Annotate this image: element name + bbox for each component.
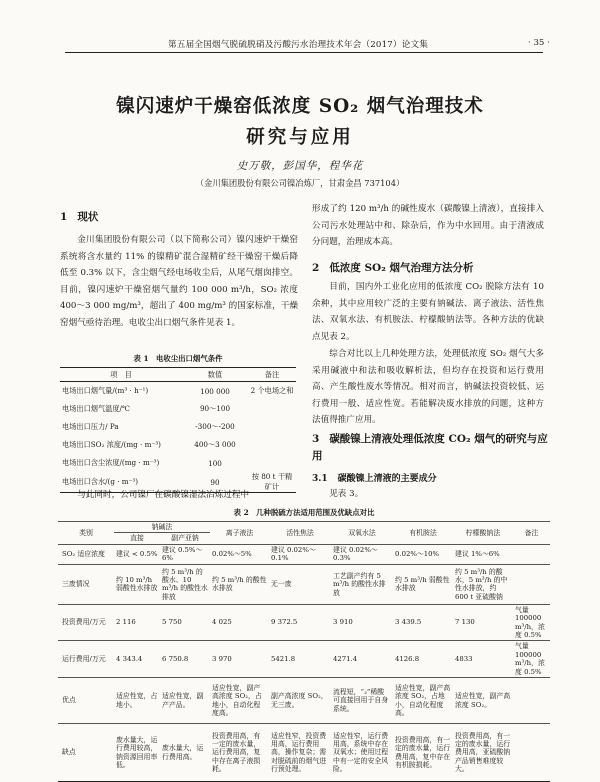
affiliation: （金川集团股份有限公司镍冶炼厂，甘肃金昌 737104） [195, 178, 405, 188]
table-cell: 6 750.8 [160, 641, 210, 678]
table-cell: 3 970 [210, 641, 269, 678]
table-cell: 适应性宽，副产高浓度 SO₂。 [453, 678, 513, 724]
table-cell: 4 025 [210, 604, 269, 641]
table-cell: 400～3 000 [194, 440, 236, 449]
table-2-header: 类别 [58, 522, 114, 545]
table-cell: 废水量大，运行费用高。 [160, 724, 210, 782]
table-cell: 按 80 t 干精矿计 [251, 472, 293, 491]
table-2-header: 活性焦法 [269, 522, 331, 545]
table-row [58, 678, 550, 724]
table-row [58, 724, 550, 782]
table-2-header: 离子液法 [210, 522, 269, 545]
table-cell: 建议 < 0.5% [114, 544, 160, 564]
section-1-heading [60, 209, 98, 224]
section-2-heading [312, 260, 473, 275]
table-1-header: 项 目 [60, 368, 182, 382]
table-row [58, 641, 550, 678]
table-cell [248, 454, 296, 472]
table-cell: 建议 0.02%～0.1% [269, 544, 331, 564]
row-label: 投资费用/万元 [58, 604, 114, 641]
table-2-caption: 表 2 几种脱硫方法适用范围及优缺点对比 [233, 508, 375, 517]
table-row [60, 400, 296, 418]
table-row [60, 382, 296, 401]
table-cell: 90～100 [199, 404, 231, 413]
table-cell: 适应性窄，运行费用高，系统中存在双氧水；使用过程中有一定的安全风险。 [331, 724, 393, 782]
running-header [0, 36, 600, 52]
table-cell: 0.02%～5% [210, 544, 269, 564]
table-cell: 适应性宽，占地小。 [114, 678, 160, 724]
table-cell: 90 [210, 477, 220, 487]
table-cell: 4 343.4 [114, 641, 160, 678]
table-cell: 电场出口压力/ Pa [62, 422, 119, 431]
table-1-caption: 表 1 电收尘出口烟气条件 [133, 354, 223, 363]
table-cell: 0.02%～10% [393, 544, 453, 564]
table-cell: 建议 0.02%～0.3% [331, 544, 393, 564]
table-2-header: 双氧水法 [331, 522, 393, 545]
table-1 [60, 367, 296, 493]
section-2-title: 低浓度 SO₂ 烟气治理方法分析 [329, 262, 474, 274]
header-rule [65, 52, 543, 53]
table-cell: 3 439.5 [393, 604, 453, 641]
table-cell: 2 116 [114, 604, 160, 641]
table-cell: 投资费用高，有一定的废水量，运行费用高，复中存在离子液损耗。 [210, 724, 269, 782]
table-cell: 电场出口SO₂ 浓度/(mg · m⁻³) [62, 440, 161, 449]
table-2 [58, 521, 550, 782]
table-cell: 投资费用高，有一定的废水量，运行费用高，亚硫酸钠产品销售难度较大。 [453, 724, 513, 782]
page-number: · 35 · [528, 38, 550, 48]
subsection-3-1-title: 碳酸镍上清液的主要成分 [337, 474, 437, 484]
table-2-header-row [58, 522, 550, 533]
table-cell: 电场出口烟气量/(m³ · h⁻¹) [62, 386, 149, 395]
table-cell [513, 724, 550, 782]
table-cell: 4126.8 [393, 641, 453, 678]
table-row [58, 604, 550, 641]
section-2-paragraph-1: 目前，国内外工业化应用的低浓度 CO₂ 脱除方法有 10 余种，其中应用较广泛的主要有钠碱法、离子液法、活性焦法、双氧水法、有机胺法、柠檬酸钠法等。各种方法的优缺点见表 2。 [312, 282, 544, 342]
table-1-header: 备注 [248, 368, 296, 382]
section-1-number: 1 [60, 211, 68, 223]
table-2-header: 柠檬酸钠法 [453, 522, 513, 545]
subsection-3-1-number: 3.1 [312, 474, 328, 484]
row-label: SO₂ 适应浓度 [58, 544, 114, 564]
row-label: 缺点 [58, 724, 114, 782]
table-1-header: 数值 [182, 368, 248, 382]
table-cell: 100 000 [200, 386, 230, 396]
table-cell: 5421.8 [269, 641, 331, 678]
table-1-header-row [60, 368, 296, 382]
table-cell: 适应性窄，投资费用高，运行费用高，操作复杂；需对脱硫前的烟气进行预处理。 [269, 724, 331, 782]
paper-title-line2: 研究与应用 [246, 127, 354, 148]
row-label: 优点 [58, 678, 114, 724]
conference-name: 第五届全国烟气脱硫脱硝及污酸污水治理技术年会（2017）论文集 [168, 40, 429, 50]
table-2-header: 有机胺法 [393, 522, 453, 545]
table-row [60, 418, 296, 436]
section-1-title: 现状 [77, 211, 99, 223]
table-row [60, 436, 296, 454]
table-cell: 副产高浓度 SO₂，无三废。 [269, 678, 331, 724]
table-cell: 100 [208, 458, 222, 468]
table-cell: 气量 100000 m³/h，浓度 0.5% [513, 641, 550, 678]
section-3-title: 碳酸镍上清液处理低浓度 CO₂ 烟气的研究与应用 [312, 433, 548, 462]
table-cell: 建议 0.5%～6% [160, 544, 210, 564]
table-cell: 废水量大，运行费用较高，钠资源回用率低。 [114, 724, 160, 782]
table-2-header: 钠碱法 [114, 522, 210, 533]
table-cell: 无一废 [269, 564, 331, 604]
section-2-number: 2 [312, 262, 320, 274]
table-cell: 5 750 [160, 604, 210, 641]
table-cell: 约 5 m³/h 的酸水，5 m³/h 的中性水排放，约 600 t 亚硫酸钠 [453, 564, 513, 604]
table-cell [513, 544, 550, 564]
table-cell: 气量 100000 m³/h，浓度 0.5% [513, 604, 550, 641]
row-label: 三废情况 [58, 564, 114, 604]
table-cell [513, 678, 550, 724]
table-cell: 电场出口含尘浓度/(mg · m⁻³) [62, 458, 160, 467]
table-cell: 约 10 m³/h 弱酸性水排放 [114, 564, 160, 604]
section-3-number: 3 [312, 433, 320, 445]
table-2-subheader: 直接 [114, 533, 160, 544]
table-cell: 约 5 m³/h 的酸水、10 m³/h 的酸性水排放 [160, 564, 210, 604]
table-cell: 约 5 m³/h 弱酸性水排放 [393, 564, 453, 604]
table-cell: -300～-200 [195, 422, 235, 431]
table-cell: 电场出口烟气温度/℃ [62, 404, 130, 413]
section-3-heading [312, 431, 548, 465]
table-cell: 建议 1%～6% [453, 544, 513, 564]
paper-title-line1: 镍闪速炉干燥窑低浓度 SO₂ 烟气治理技术 [116, 96, 484, 117]
table-cell [248, 418, 296, 436]
table-cell: 电场出口含水/(g · m⁻³) [62, 477, 139, 486]
subsection-3-1-heading [312, 471, 437, 484]
table-cell: 适应性宽，副产产品。 [160, 678, 210, 724]
table-row [58, 544, 550, 564]
row-label: 运行费用/万元 [58, 641, 114, 678]
table-cell: 3 910 [331, 604, 393, 641]
table-cell: 7 130 [453, 604, 513, 641]
table-2-header: 备注 [513, 522, 550, 545]
left-bottom-paragraph: 与此同时，公司镍厂在碳酸镍湿法冶炼过程中 [77, 490, 250, 500]
table-cell: 投资费用高，有一定的废水量，运行费用高，复中存在有机胺损耗。 [393, 724, 453, 782]
right-top-paragraph: 形成了约 120 m³/h 的碱性废水（碳酸镍上清液），直接排入公司污水处理站中和、除杂后，作为中水回用。由于清液成分问题，治理成本高。 [312, 204, 544, 248]
table-cell: 9 372.5 [269, 604, 331, 641]
table-cell: 4833 [453, 641, 513, 678]
table-2-subheader: 副产亚钠 [160, 533, 210, 544]
table-cell [248, 400, 296, 418]
table-cell: 适应性宽，副产高浓度 SO₂，占地小，自动化程度高。 [393, 678, 453, 724]
section-2-paragraph-2: 综合对比以上几种处理方法，处理低浓度 SO₂ 烟气大多采用碱液中和法和吸收解析法，但均存在投资和运行费用高、产生酸性废水等情况。相对而言，钠碱法投资较低、运行费用一般、适应性宽。若能解决废水排放的问题，这种方法值得推广应用。 [312, 349, 544, 426]
table-cell: 约 5 m³/h 的酸性水排放 [210, 564, 269, 604]
table-cell: 适应性宽，副产高浓度 SO₂，占地小，自动化程度高。 [210, 678, 269, 724]
table-cell [513, 564, 550, 604]
table-cell: 4271.4 [331, 641, 393, 678]
section-1-paragraph: 金川集团股份有限公司（以下简称公司）镍闪速炉干燥窑系统将含水量约 11% 的镍精矿混合湿精矿经干燥窑干燥后降低至 0.3% 以下，含尘烟气经电场收尘后，从尾气烟囱排空。目前，镍闪速炉干燥窑烟气量约 100 000 m³/h，SO₂ 浓度 400～3 000 mg/m³，超出了 400 mg/m³ 的国家标准，干燥窑烟气亟待治理。电收尘出口烟气条件见表 1。 [60, 235, 298, 328]
subsection-3-1-paragraph: 见表 3。 [329, 489, 364, 499]
table-row [60, 454, 296, 472]
table-cell: 2 个电场之和 [250, 386, 294, 395]
table-cell [248, 436, 296, 454]
table-row [58, 564, 550, 604]
table-cell: 工艺副产约有 5 m³/h 的酸性水排放 [331, 564, 393, 604]
table-cell: 流程短，“₂”稀酸可直接回用于自身系统。 [331, 678, 393, 724]
author-list: 史万敬，彭国华，程华花 [236, 160, 364, 172]
